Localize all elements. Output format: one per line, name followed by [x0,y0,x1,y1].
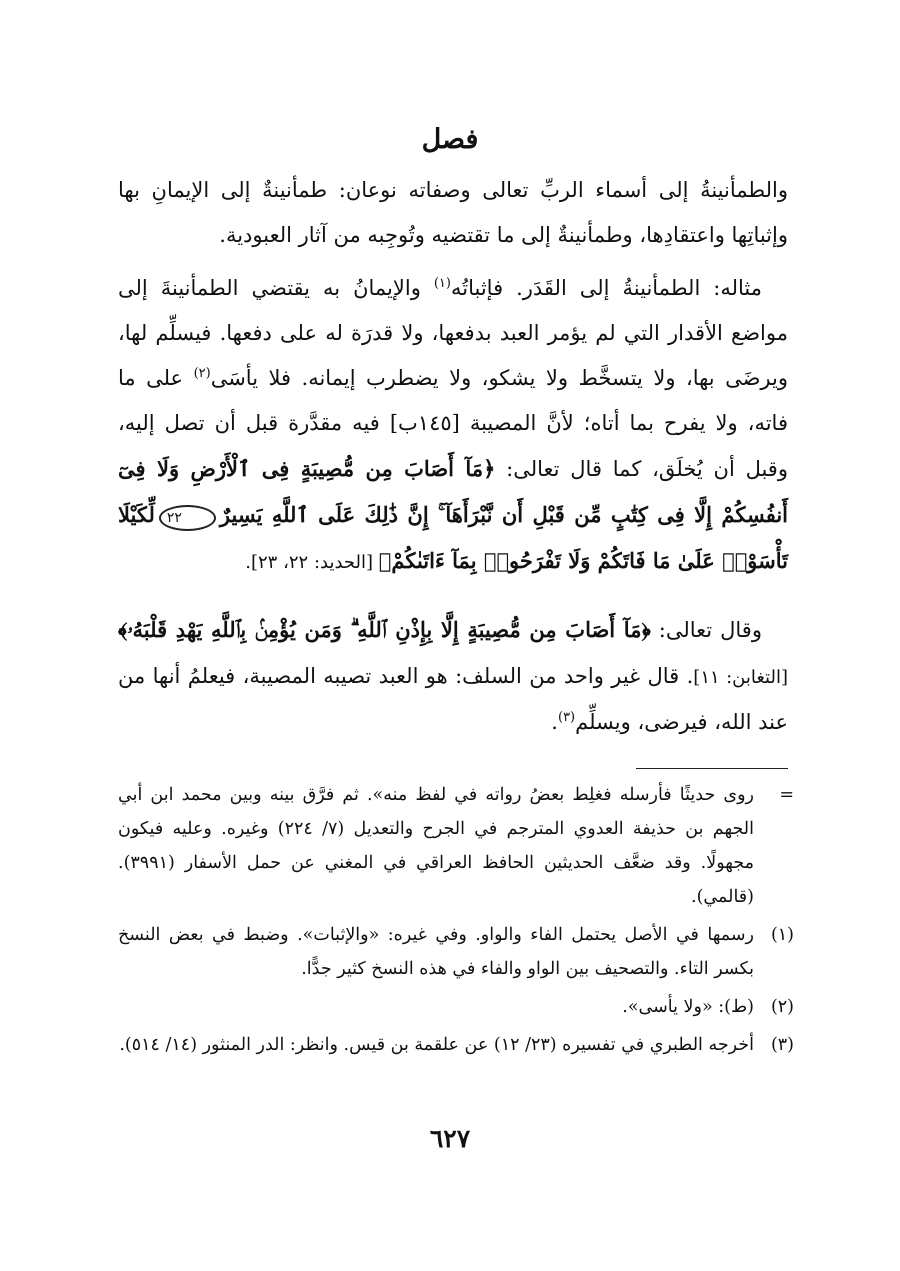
section-title: فصل [421,124,479,155]
footnote-text: (ط): «ولا يأسى». [622,997,754,1017]
footnote-2 [118,990,794,1024]
footnote-text: أخرجه الطبري في تفسيره (٢٣/ ١٢) عن علقمة بن قيس. وانظر: الدر المنثور (١٤/ ٥١٤). [119,1035,754,1055]
ayah-number-marker: ٢٢ [159,505,216,531]
footnote-marker: (٢) [770,997,794,1017]
paragraph-3-text-b: . قال غير واحد من السلف: هو العبد تصيبه المصيبة، فيعلمُ أنها من عند الله، فيرضى، ويسلِّم [118,664,788,734]
footnote-1 [118,918,794,986]
paragraph-2-text-c: على ما فاته، ولا يفرح بما أتاه؛ لأنَّ المصيبة [١٤٥ب] فيه مقدَّرة قبل أن تصل إليه، وقبل أن يُخلَق، كما قال تعالى: [118,366,788,481]
footnote-text: رسمها في الأصل يحتمل الفاء والواو. وفي غيره: «والإثبات». وضبط في بعض النسخ بكسر التاء. والتصحيف بين الواو والفاء في هذه النسخ كثير جدًّا. [118,925,754,979]
paragraph-3-text-c: . [551,710,558,734]
footnote-divider [636,768,788,769]
footnote-marker-3: (٣) [557,710,576,725]
footnote-marker: (٣) [770,1035,794,1055]
footnotes [118,778,794,1062]
footnote-marker: = [779,785,794,805]
paragraph-3 [118,607,788,745]
paragraph-2 [118,266,788,585]
quran-citation-1: [الحديد: ٢٢، ٢٣]. [245,552,379,573]
footnote-marker-2: (٢) [193,366,211,381]
page-number: ٦٢٧ [429,1124,471,1153]
quran-verse-2: ﴿مَآ أَصَابَ مِن مُّصِيبَةٍ إِلَّا بِإِذْنِ ٱللَّهِ ۗ وَمَن يُؤْمِنۢ بِٱللَّهِ يَهْدِ قَلْبَهُۥ﴾ [118,617,651,642]
paragraph-3-text-a: وقال تعالى: [650,618,762,642]
footnote-marker: (١) [770,925,794,945]
quran-verse-1-end: لِّكَيْلَا تَأْسَوْا۟ عَلَىٰ مَا فَاتَكُمْ وَلَا تَفْرَحُوا۟ بِمَآ ءَاتَىٰكُمْ﴾ [118,502,788,573]
footnote-continuation [118,778,794,914]
quran-verse-1: ﴿مَآ أَصَابَ مِن مُّصِيبَةٍ فِى ٱلْأَرْضِ وَلَا فِىٓ أَنفُسِكُمْ إِلَّا فِى كِتَٰبٍ مِّن قَبْلِ أَن نَّبْرَأَهَآ ۚ إِنَّ ذَٰلِكَ عَلَى ٱللَّهِ يَسِيرٌ [118,456,788,527]
footnote-text: روى حديثًا فأرسله فغلِط بعضُ رواته في لفظ منه». ثم فرَّق بينه وبين محمد ابن أبي الجهم بن حذيفة العدوي المترجم في الجرح والتعديل (٧/ ٢٢٤) وغيره. وعليه فيكون مجهولًا. وقد ضعَّف الحديثين الحافظ العراقي في المغني عن حمل الأسفار (٣٩٩١). (قالمي). [118,785,755,907]
quran-citation-2: [التغابن: ١١] [693,667,788,688]
footnote-marker-1: (١) [433,276,451,291]
footnote-3 [118,1028,794,1062]
paragraph-1: والطمأنينةُ إلى أسماء الربِّ تعالى وصفاته نوعان: طمأنينةٌ إلى الإيمانِ بها وإثباتِها واعتقادِها، وطمأنينةٌ إلى ما تقتضيه وتُوجِبه من آثار العبودية. [118,178,788,247]
paragraph-2-text-b: والإيمانُ به يقتضي الطمأنينةَ إلى مواضع الأقدار التي لم يؤمر العبد بدفعها، ولا قدرَة له على دفعها. فيسلِّم لها، ويرضَى بها، ولا يتسخَّط ولا يشكو، ولا يضطرب إيمانه. فلا يأسَى [118,276,789,390]
paragraph-2-text-a: مثاله: الطمأنينةُ إلى القَدَر. فإثباتُه [450,276,762,300]
